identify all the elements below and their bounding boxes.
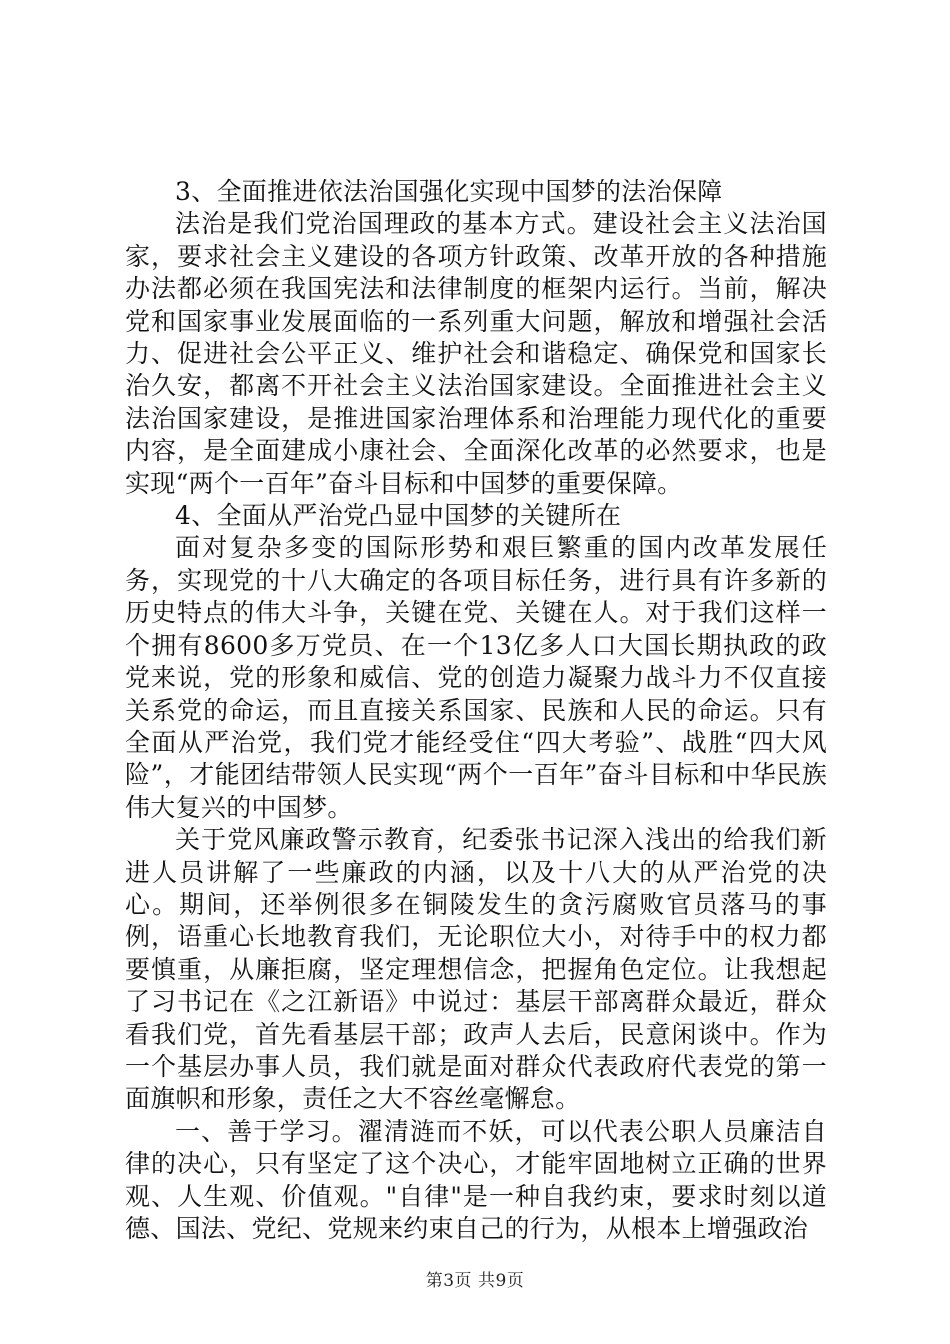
body-paragraph: 面对复杂多变的国际形势和艰巨繁重的国内改革发展任务，实现党的十八大确定的各项目标任务，进行具有许多新的历史特点的伟大斗争，关键在党、关键在人。对于我们这样一个拥有8600多万党员、在一个13亿多人口大国长期执政的政党来说，党的形象和威信、党的创造力凝聚力战斗力不仅直接关系党的命运，而且直接关系国家、民族和人民的命运。只有全面从严治党，我们党才能经受住“四大考验”、战胜“四大风险”，才能团结带领人民实现“两个一百年”奋斗目标和中华民族伟大复兴的中国梦。 bbox=[125, 533, 827, 822]
page-number-footer: 第3页 共9页 bbox=[425, 1271, 525, 1291]
body-paragraph: 法治是我们党治国理政的基本方式。建设社会主义法治国家，要求社会主义建设的各项方针政策、改革开放的各种措施办法都必须在我国宪法和法律制度的框架内运行。当前，解决党和国家事业发展面临的一系列重大问题，解放和增强社会活力、促进社会公平正义、维护社会和谐稳定、确保党和国家长治久安，都离不开社会主义法治国家建设。全面推进社会主义法治国家建设，是推进国家治理体系和治理能力现代化的重要内容，是全面建成小康社会、全面深化改革的必然要求，也是实现“两个一百年”奋斗目标和中国梦的重要保障。 bbox=[125, 209, 827, 498]
document-body bbox=[125, 176, 827, 1245]
body-paragraph: 关于党风廉政警示教育，纪委张书记深入浅出的给我们新进人员讲解了一些廉政的内涵，以及十八大的从严治党的决心。期间，还举例很多在铜陵发生的贪污腐败官员落马的事例，语重心长地教育我们，无论职位大小，对待手中的权力都要慎重，从廉拒腐，坚定理想信念，把握角色定位。让我想起了习书记在《之江新语》中说过：基层干部离群众最近，群众看我们党，首先看基层干部；政声人去后，民意闲谈中。作为一个基层办事人员，我们就是面对群众代表政府代表党的第一面旗帜和形象，责任之大不容丝毫懈怠。 bbox=[125, 825, 827, 1114]
body-paragraph: 一、善于学习。濯清涟而不妖，可以代表公职人员廉洁自律的决心，只有坚定了这个决心，才能牢固地树立正确的世界观、人生观、价值观。"自律"是一种自我约束，要求时刻以道德、国法、党纪、党规来约束自己的行为，从根本上增强政治 bbox=[125, 1116, 827, 1243]
section-heading-3: 3、全面推进依法治国强化实现中国梦的法治保障 bbox=[175, 177, 723, 206]
section-heading-4: 4、全面从严治党凸显中国梦的关键所在 bbox=[175, 501, 622, 531]
